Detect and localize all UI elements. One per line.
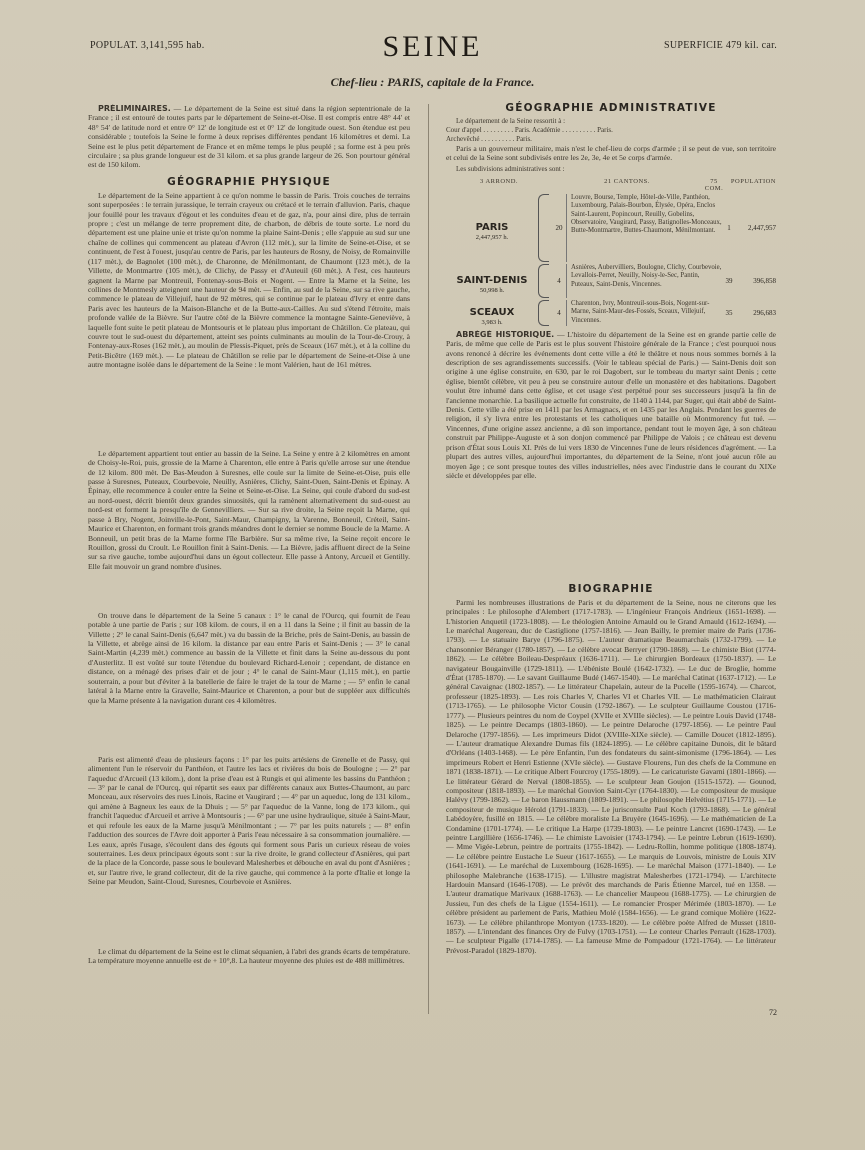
brace bbox=[538, 194, 549, 262]
col-communes: 75 COM. bbox=[704, 177, 724, 192]
commune-count: 35 bbox=[725, 308, 733, 317]
arrondissement-population: 296,683 bbox=[753, 308, 776, 317]
admin-line-2: Archevêché . . . . . . . . . . Paris. bbox=[446, 135, 532, 143]
col-arrond: 3 ARROND. bbox=[479, 177, 519, 185]
preliminaires-text: — Le département de la Seine est situé dans la région septentrionale de la France ; il est entouré de toutes parts par le département de Seine-et-Oise. Il est compris entre 48° 44′ et 48° 54′ de latitude nord et entre 0° 12′ de longitude est et 0° 12′ de longitude ouest. Son étendue est peu considérable ; toutefois la Seine le forme à deux reprises différentes pendant 16 kilomètres et demi. La Seine est le plus petit département de France et en même temps le plus peuplé ; sa forme est à peu près circulaire ; sa plus grande longueur est de 31 kilom. et sa plus grande largeur de 26. Son pourtour général est de 150 kilom. bbox=[88, 104, 410, 170]
chef-lieu-subtitle: Chef-lieu : PARIS, capitale de la France. bbox=[330, 75, 535, 89]
arrondissement-row bbox=[446, 194, 776, 262]
canton-list: Charenton, Ivry, Montreuil-sous-Bois, Nogent-sur-Marne, Saint-Maur-des-Fossés, Sceaux, Villejuif, Vincennes. bbox=[566, 300, 722, 326]
left-column bbox=[88, 98, 410, 968]
physique-paragraph-2: Le département appartient tout entier au bassin de la Seine. La Seine y entre à 2 kilomètres en amont de Choisy-le-Roi, puis, grossie de la Marne à Charenton, elle entre à Paris qu'elle arrose sur une étendue de 12 kilom. 800 mèt. De Bas-Meudon à Suresnes, elle coule sur la limite de Seine-et-Oise, puis elle passe à Suresnes, Puteaux, Courbevoie, Neuilly, Asnières, Clichy, Saint-Ouen, Saint-Denis et Épinay. A Épinay, elle recommence à couler entre la Seine et Seine-et-Oise. La Seine, qui coule d'abord du sud-est au nord-ouest, décrit bientôt deux grandes sinuosités, qui la ramènent alternativement du sud-ouest au nord-est et forment la presqu'île de Gennevilliers. — Sur sa rive droite, la Seine reçoit la Marne, qui passe à Bry, Nogent, Joinville-le-Pont, Saint-Maur, Champigny, la Varenne, Bonneuil, Créteil, Saint-Maurice et Charenton, en formant trois grands méandres dont le dernier se nomme Boucle de la Marne. A Bonneuil, un petit bras de la Marne forme l'île Barbière. Sur sa même rive, la Seine reçoit encore le Rouillon, grossi du Croult. Le Rouillon finit à Saint-Denis. — La Bièvre, jadis affluent direct de la Seine sur sa rive gauche, tombe aujourd'hui dans un égout collecteur. Elle passe à Antony, Arcueil et Gentilly. Elle fait mouvoir un grand nombre d'usines. bbox=[88, 448, 410, 571]
admin-table-header bbox=[446, 178, 776, 192]
physique-heading: GÉOGRAPHIE PHYSIQUE bbox=[167, 175, 331, 188]
right-column bbox=[446, 98, 776, 992]
arrondissement-population: 2,447,957 bbox=[748, 223, 776, 232]
admin-heading: GÉOGRAPHIE ADMINISTRATIVE bbox=[505, 102, 717, 114]
biographie-heading: BIOGRAPHIE bbox=[568, 582, 654, 595]
column-divider bbox=[428, 104, 429, 1014]
page-number: 72 bbox=[769, 1008, 777, 1017]
historique-paragraph bbox=[446, 330, 776, 575]
arrondissement-row bbox=[446, 300, 776, 326]
arrondissement-name: SAINT-DENIS bbox=[456, 274, 528, 286]
physique-paragraph-3: On trouve dans le département de la Seine 5 canaux : 1° le canal de l'Ourcq, qui fournit de l'eau potable à une partie de Paris ; sur 108 kilom. de cours, il en a 11 dans la Seine ; il finit au bassin de la Villette ; 2° le canal Saint-Denis (6,647 mèt.) va du bassin de la Briche, près de Saint-Denis, au bassin de la Villette, et abrège ainsi de 16 kilom. la distance par eau entre Paris et Saint-Denis ; — 3° le canal Saint-Martin (4,239 mèt.) commence au bassin de la Villette et finit dans la Seine au-dessous du pont d'Austerlitz. Il est voûté sur toute l'étendue du boulevard Richard-Lenoir ; cependant, de distance en distance, on a ménagé des prises d'air et de jour ; 4° le canal de Saint-Maur (1,115 mèt.), en partie souterrain, a pour but d'éviter à la batellerie de faire le trajet de la tour de Marne ; — 5° enfin le canal latéral à la Marne entre la Gravelle, Saint-Maurice et Charenton, a pour but de suppléer aux difficultés que la Marne présente à la navigation durant ces 4 kilomètres. bbox=[88, 610, 410, 705]
brace bbox=[538, 264, 549, 298]
historique-lead: ABRÉGÉ HISTORIQUE. bbox=[456, 329, 555, 339]
physique-paragraph-1: Le département de la Seine appartient à ce qu'on nomme le bassin de Paris. Trois couches de terrains sont superposées : le terrain jurassique, le terrain crayeux ou crétacé et le terrain d'alluvion. Paris, chaque jour fouillé pour les travaux d'égout et les conduites d'eau et de gaz, n'a, pour ainsi dire, plus de terrain propre ; c'est un mélange de terre proprement dite, de charbon, de débris de toute sorte. Le nord du département est une plaine unie et triste qu'on nomme la plaine Saint-Denis ; elle s'appuie au sud sur une chaîne de collines qui commencent au plateau d'Avron (112 mèt.), sur la limite de Seine-et-Oise, et se continuent, de l'est à l'ouest, jusqu'au centre de Paris, par les hauteurs de Rosny, de Noisy, de Romainville (117 mèt.), de Bagnolet (100 mèt.), de Charonne, de Ménilmontant, de Chaumont (123 mèt.), de la Villette, de Montmartre (105 mèt.), de Clichy, de Passy et d'Auteuil (60 mèt.). A l'est, ces hauteurs gagnent la Marne par Montreuil, Fontenay-sous-Bois et Nogent. — Entre la Marne et la Seine, les collines de Montmesly atteignent une hauteur de 94 mèt. — Enfin, au sud de la Seine, sur sa rive gauche, commence le plateau de Villejuif, haut de 92 mètres, qui se continue par le plateau d'Ivry et entre dans Paris avec les hauteurs de la Maison-Blanche et de la Butte-aux-Cailles. Au sud s'étend l'étroite, mais profonde vallée de la Bièvre. Sur l'autre côté de la Bièvre commence la montagne Sainte-Geneviève, à laquelle font suite le petit plateau de Montsouris et le plateau plus important de Châtillon. Ce plateau, qui couvre tout le sud-ouest du département, atteint ses points culminants au moulin de la Tour-de-Crouy, à Fontenay-aux-Roses (162 mèt.), au moulin de Plessis-Piquet, près de Sceaux (167 mèt.), et à la colline du Petit-Bicêtre (169 mèt.). — Le plateau de Châtillon se relie par le département de Seine-et-Oise à une autre montagne isolée dans le département de la Seine : le mont Valérien, haut de 161 mètres. bbox=[88, 190, 410, 370]
canton-count: 4 bbox=[557, 276, 561, 285]
preliminaires-lead: PRÉLIMINAIRES. bbox=[98, 104, 171, 113]
canton-list: Asnières, Aubervilliers, Boulogne, Clichy, Courbevoie, Levallois-Perret, Neuilly, Noisy-le-Sec, Pantin, Puteaux, Saint-Denis, Vincennes. bbox=[566, 264, 722, 298]
page-title: SEINE bbox=[382, 30, 483, 63]
historique-text: — L'histoire du département de la Seine est en grande partie celle de Paris, de même que celle de Paris est le plus souvent l'histoire générale de la France ; c'est pourquoi nous avons renoncé à décrire les événements dont cette ville a été le théâtre et nous nous sommes bornés à la description de ses agrandissements successifs. (Voir le tableau spécial de Paris.) — Saint-Denis doit son origine à une église construite, en 630, par le roi Dagobert, sur le tombeau du martyr saint Denis ; cette église, bientôt célèbre, vit peu à peu se construire autour d'elle un monastère et des habitations. Dagobert voulut être inhumé dans cette église, et cet usage s'est perpétué pour ses successeurs jusqu'à la fin de l'ancienne monarchie. La basilique actuelle fut construite, de 1140 à 1144, par Suger, qui était abbé de Saint-Denis. Cette ville a été prise en 1411 par les Armagnacs, et en 1435 par les Anglais. Pendant les guerres de religion, il s'y livra entre les protestants et les catholiques une bataille où Montmorency fut tué. — Vincennes, d'une origine assez ancienne, a dû son importance, pendant tout le moyen âge, à son château construit par Philippe-Auguste et à son donjon commencé par Philippe de Valois ; ce château est devenu prison d'État sous Louis XI. Près de lui vers 1830 de Vincennes l'une de leurs résidences d'agrément. — La plupart des autres villes, aujourd'hui importantes, du département de la Seine, n'ont joué aucun rôle au moyen âge ; ce sont presque toutes des villes industrielles, nées avec l'industrie dans le courant du XIXe siècle et développées par elle. bbox=[446, 329, 776, 480]
admin-text: Paris a un gouverneur militaire, mais n'est le chef-lieu de corps d'armée ; il se peut de vue, son territoire et celui de la Seine sont subdivisés entre les 2e, 3e, 4e et 5e corps d'armée. bbox=[446, 144, 776, 163]
biographie-paragraph: Parmi les nombreuses illustrations de Paris et du département de la Seine, nous ne citerons que les principales : Le philosophe d'Alembert (1717-1783). — L'ingénieur François Andrieux (1651-1698). — L'historien Anquetil (1723-1808). — Le théologien Antoine Arnauld ou le Grand Arnauld (1612-1694). — Le maréchal Augereau, duc de Castiglione (1757-1816). — Jean Bailly, le premier maire de Paris (1736-1793). — Le statuaire Barye (1796-1875). — L'auteur dramatique Beaumarchais (1732-1799). — Le chansonnier Béranger (1780-1857). — Le célèbre avocat Berryer (1790-1868). — Le chimiste Biot (1774-1862). — Le célèbre Boileau-Despréaux (1636-1711). — Le chirurgien Bordeaux (1750-1837). — Le navigateur Bougainville (1729-1811). — L'ébéniste Boulé (1642-1732). — Le duc de Broglie, homme d'État (1785-1870). — Le savant Guillaume Budé (1467-1540). — Le maréchal Catinat (1637-1712). — Le général Cavaignac (1802-1857). — Le littérateur Chapelain, auteur de la Pucelle (1595-1674). — Charcot, professeur (1825-1893). — Les rois Charles V, Charles VI et Charles VII. — Le mathématicien Clairaut (1713-1765). — Le philosophe Victor Cousin (1792-1867). — Le sculpteur Guillaume Coustou (1716-1777). — Plusieurs peintres du nom de Coypel (XVIIe et XVIIIe siècles). — Le peintre Louis David (1748-1825). — Le peintre Decamps (1803-1860). — Le peintre Delaroche (1797-1856). — Le peintre Paul Delaroche (1797-1856). — Les imprimeurs Didot (XVIIIe-XIXe siècle). — Camille Doucet (1812-1895). — L'auteur dramatique Alexandre Dumas fils (1824-1895). — Le célèbre capitaine Dunois, dit le bâtard d'Orléans (1403-1468). — Le père Enfantin, l'un des fondateurs du saint-simonisme (1796-1864). — Les imprimeurs Robert et Henri Estienne (XVIe siècle). — Gustave Flourens, l'un des chefs de la Commune en 1871 (1838-1871). — Le critique Albert Fourcroy (1755-1809). — Le caricaturiste Gavarni (1801-1866). — Le littérateur Gérard de Nerval (1808-1855). — Le sculpteur Jean Goujon (1515-1572). — Gounod, compositeur (1818-1893). — Le maréchal Gouvion Saint-Cyr (1764-1830). — Le compositeur de musique Halévy (1799-1862). — Le baron Haussmann (1809-1891). — Le philosophe Helvétius (1715-1771). — Le compositeur de musique Hérold (1791-1833). — Le jurisconsulte Paul Koch (1793-1868). — Le général Labédoyère, fusillé en 1815. — Le célèbre moraliste La Bruyère (1645-1696). — Le mathématicien de La Condamine (1701-1774). — Le critique La Harpe (1739-1803). — Le peintre Lancret (1690-1743). — Le peintre Largillière (1656-1746). — Le chimiste Lavoisier (1743-1794). — Le peintre Lebrun (1619-1690). — Mme Vigée-Lebrun, peintre de portraits (1755-1842). — Ledru-Rollin, homme politique (1808-1874). — Le célèbre peintre Eustache Le Sueur (1617-1655). — Le marquis de Louvois, ministre de Louis XIV (1641-1691). — Le maréchal de Luxembourg (1628-1695). — Le maréchal Maison (1771-1840). — Le philosophe Malebranche (1638-1715). — L'illustre magistrat Malesherbes (1721-1794). — L'architecte Hardouin Mansard (1646-1708). — Le prévôt des marchands de Paris Étienne Marcel, tué en 1358. — L'auteur dramatique Marivaux (1688-1763). — Le chancelier Maupeou (1688-1775). — Le chirurgien de Jussieu, l'un des chefs de la Ligue (1554-1611). — Le romancier Prosper Mérimée (1803-1870). — Le célèbre président au parlement de Paris, Mathieu Molé (1584-1656). — Le grand comique Molière (1622-1673). — Le célèbre philanthrope Montyon (1733-1820). — Le célèbre poète Alfred de Musset (1810-1857). — L'intendant des finances Ory de Fulvy (1703-1751). — Le conteur Charles Perrault (1628-1703). — Le sculpteur Pigalle (1714-1785). — La fameuse Mme de Pompadour (1721-1764). — Le littérateur Prévost-Paradol (1829-1870). bbox=[446, 597, 776, 955]
commune-count: 39 bbox=[725, 276, 733, 285]
physique-paragraph-5: Le climat du département de la Seine est le climat séquanien, à l'abri des grands écarts de température. La température moyenne annuelle est de + 10°,8. La hauteur moyenne des pluies est de 488 millimètres. bbox=[88, 946, 410, 966]
arrondissement-pop: 3,983 h. bbox=[481, 318, 503, 326]
canton-count: 4 bbox=[557, 308, 561, 317]
area-header: SUPERFICIE 479 kil. car. bbox=[663, 40, 777, 51]
admin-subdivisions: Les subdivisions administratives sont : bbox=[456, 164, 565, 173]
brace bbox=[538, 300, 549, 326]
arrondissement-pop: 2,447,957 h. bbox=[475, 233, 509, 241]
commune-count: 1 bbox=[727, 223, 731, 232]
col-population: POPULATION bbox=[730, 177, 776, 185]
arrondissement-name: PARIS bbox=[475, 221, 509, 233]
admin-line-1: Cour d'appel . . . . . . . . . Paris. Académie . . . . . . . . . . Paris. bbox=[446, 126, 613, 134]
preliminaires-paragraph bbox=[88, 104, 410, 170]
population-header: POPULAT. 3,141,595 hab. bbox=[90, 40, 205, 51]
admin-intro: Le département de la Seine ressortit à : bbox=[456, 117, 566, 125]
col-cantons: 21 CANTONS. bbox=[604, 177, 650, 185]
arrondissement-population: 396,858 bbox=[753, 276, 776, 285]
canton-count: 20 bbox=[555, 223, 563, 232]
physique-paragraph-4: Paris est alimenté d'eau de plusieurs façons : 1° par les puits artésiens de Grenelle et de Passy, qui alimentent l'un le réservoir du Panthéon, et l'autre les lacs et rivières du bois de Boulogne ; — 2° par l'aqueduc d'Arcueil (13 kilom.), dont la prise d'eau est à Rungis et qui alimente les bassins du Panthéon ; — 3° par le canal de l'Ourcq, qui répartit ses eaux par différents canaux aux Buttes-Chaumont, au parc Monceau, aux réservoirs des rues Linois, Racine et Vaugirard ; — 4° par un aqueduc, long de 131 kilom., qui amène à Bagneux les eaux de la Dhuis ; — 5° par l'aqueduc de la Vanne, long de 173 kilom., qui franchit l'aqueduc d'Arcueil et arrive à Montsouris ; — 6° par une usine hydraulique, située à Saint-Maur, et qui refoule les eaux de la Marne jusqu'à Ménilmontant ; — 7° par les puits naturels ; — 8° enfin l'adduction des sources de l'Avre doit apporter à Paris l'eau nécessaire à sa consommation journalière. — Les eaux, après l'usage, s'écoulent dans des égouts qui forment sous Paris un curieux réseau de voies souterraines. Les deux principaux égouts sont : sur la rive droite, le grand collecteur d'Asnières, qui part de la place de la Concorde, passe sous le boulevard Malesherbes et débouche en aval du pont d'Asnières ; et, sur l'autre rive, le grand collecteur, dit de la rive gauche, qui commence à la porte d'Italie et longe la Seine par Meudon, Saint-Cloud, Suresnes, Courbevoie et Asnières. bbox=[88, 754, 410, 887]
arrondissement-name: SCEAUX bbox=[469, 306, 515, 318]
arrondissement-row bbox=[446, 264, 776, 298]
arrondissement-pop: 50,998 h. bbox=[479, 286, 505, 294]
canton-list: Louvre, Bourse, Temple, Hôtel-de-Ville, Panthéon, Luxembourg, Palais-Bourbon, Élysée, Opéra, Enclos Saint-Laurent, Popincourt, Reuilly, Gobelins, Observatoire, Vaugirard, Passy, Batignolles-Monceaux, Butte-Montmartre, Buttes-Chaumont, Ménilmontant. bbox=[566, 194, 722, 262]
